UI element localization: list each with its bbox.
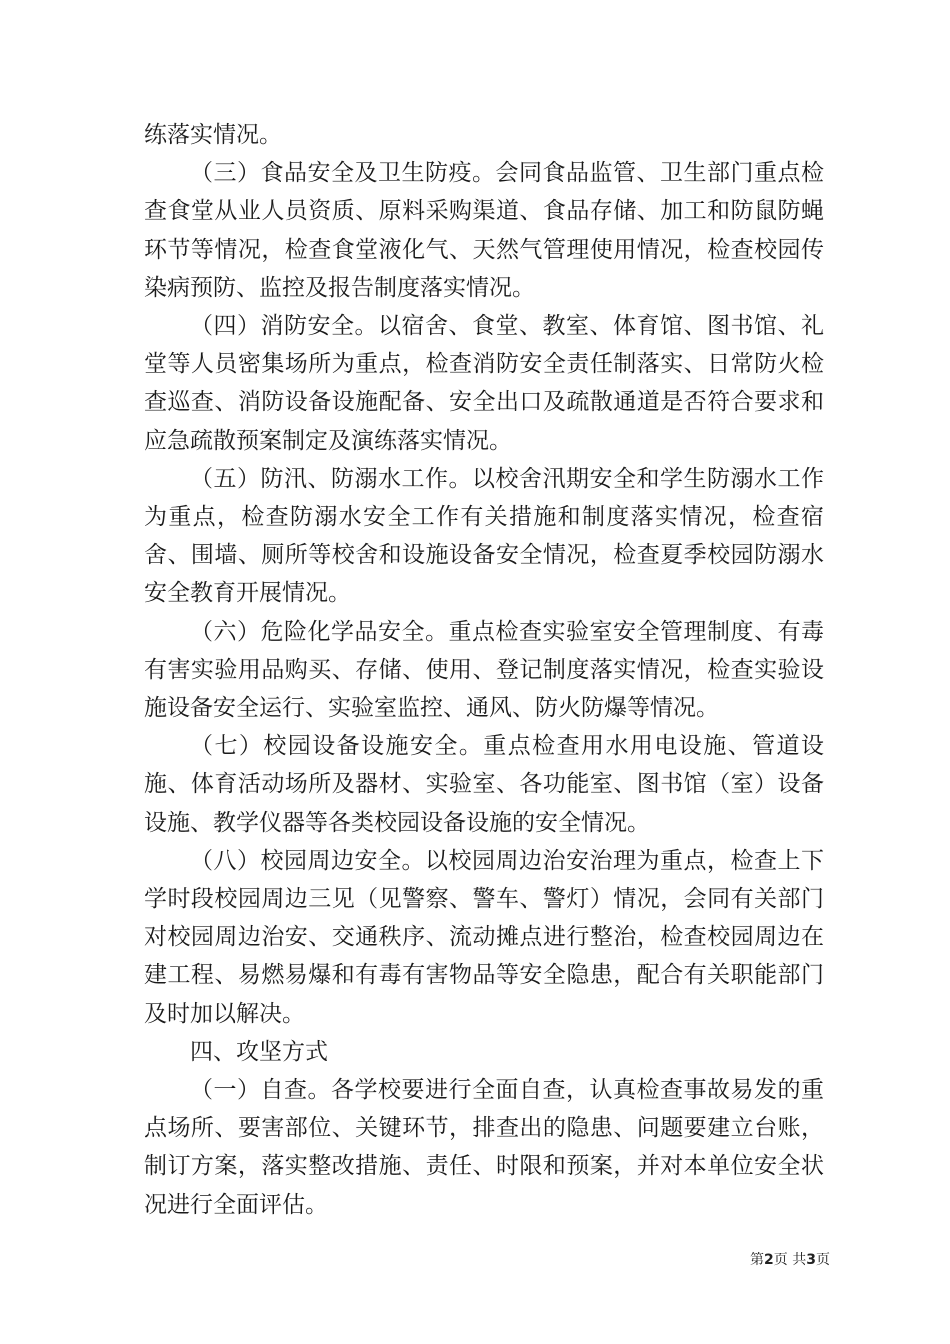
paragraph-fire-safety: （四）消防安全。以宿舍、食堂、教室、体育馆、图书馆、礼堂等人员密集场所为重点，检查消防安全责任制落实、日常防火检查巡查、消防设备设施配备、安全出口及疏散通道是否符合要求和应急疏散预案制定及演练落实情况。 — [144, 313, 824, 454]
footer-prefix: 第 — [750, 1252, 765, 1268]
paragraph-flood-prevention: （五）防汛、防溺水工作。以校舍汛期安全和学生防溺水工作为重点，检查防溺水安全工作有关措施和制度落实情况，检查宿舍、围墙、厕所等校舍和设施设备安全情况，检查夏季校园防溺水安全教育开展情况。 — [144, 465, 824, 607]
section-heading-methods: 四、攻坚方式 — [190, 1038, 328, 1065]
current-page-number: 2 — [764, 1252, 774, 1268]
paragraph-food-safety: （三）食品安全及卫生防疫。会同食品监管、卫生部门重点检查食堂从业人员资质、原料采购渠道、食品存储、加工和防鼠防蝇环节等情况，检查食堂液化气、天然气管理使用情况，检查校园传染病预防、监控及报告制度落实情况。 — [144, 160, 824, 301]
document-body — [144, 116, 824, 1224]
paragraph-continuation: 练落实情况。 — [144, 122, 282, 148]
paragraph-self-inspection: （一）自查。各学校要进行全面自查，认真检查事故易发的重点场所、要害部位、关键环节，排查出的隐患、问题要建立台账，制订方案，落实整改措施、责任、时限和预案，并对本单位安全状况进行全面评估。 — [144, 1077, 824, 1218]
page-number-footer — [700, 1249, 830, 1269]
total-pages-number: 3 — [806, 1252, 816, 1268]
footer-suffix: 页 — [816, 1252, 830, 1268]
paragraph-campus-facilities: （七）校园设备设施安全。重点检查用水用电设施、管道设施、体育活动场所及器材、实验室、各功能室、图书馆（室）设备设施、教学仪器等各类校园设备设施的安全情况。 — [144, 733, 824, 836]
paragraph-campus-surroundings: （八）校园周边安全。以校园周边治安治理为重点，检查上下学时段校园周边三见（见警察、警车、警灯）情况，会同有关部门对校园周边治安、交通秩序、流动摊点进行整治，检查校园周边在建工程、易燃易爆和有毒有害物品等安全隐患，配合有关职能部门及时加以解决。 — [144, 847, 824, 1027]
paragraph-hazardous-chemicals: （六）危险化学品安全。重点检查实验室安全管理制度、有毒有害实验用品购买、存储、使用、登记制度落实情况，检查实验设施设备安全运行、实验室监控、通风、防火防爆等情况。 — [144, 618, 824, 722]
footer-middle: 页 共 — [773, 1252, 807, 1268]
